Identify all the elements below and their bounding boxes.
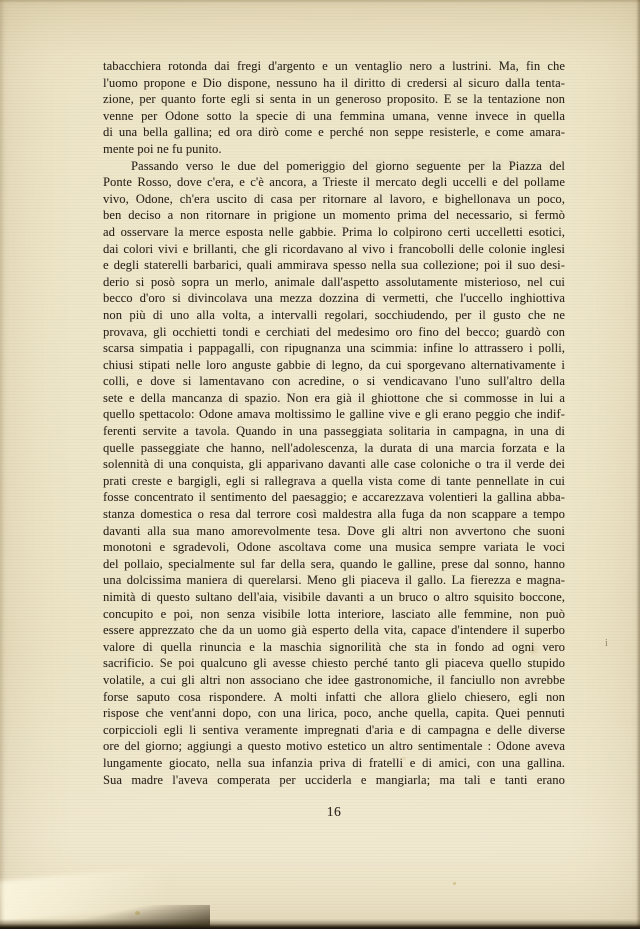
scan-top-edge <box>0 0 640 3</box>
text-line: nimità di questo sultano dell'aia, visibile davanti a un bruco o altro squisito boccone, <box>103 590 565 604</box>
paper-speck <box>529 646 538 654</box>
page-text-block <box>103 58 565 788</box>
scan-right-edge <box>636 0 640 929</box>
text-line: scarsa simpatia i pappagalli, con ripugnanza una scimmia: infine lo attrassero i polli, <box>103 341 565 356</box>
text-line: becco d'oro si divincolava una mezza dozzina di vermetti, che l'uccello inghiottiva <box>103 291 565 306</box>
text-line: l'uomo propone e Dio dispone, nessuno ha il diritto di credersi al sicuro dalla tenta- <box>103 75 565 90</box>
scan-bottom-edge <box>0 919 640 929</box>
text-line: Ponte Rosso, dove c'era, e c'è ancora, a Trieste il mercato degli uccelli e del pollame <box>103 175 565 190</box>
scan-left-edge <box>0 0 5 929</box>
text-line: rispose che vent'anni dopo, con una lirica, poco, anche quella, capita. Quei pennuti <box>103 706 565 721</box>
text-line: solennità di una conquista, gli apparivano davanti alle case coloniche o tra il verde dei <box>103 457 565 472</box>
text-line: monotoni e sgradevoli, Odone ascoltava come una musica sempre variata le voci <box>103 540 565 555</box>
text-line: mente poi ne fu punito. <box>103 141 222 156</box>
paragraph <box>103 158 565 789</box>
text-line: quello spettacolo: Odone amava moltissimo le galline vive e gli erano peggio che indif- <box>103 407 565 422</box>
text-line: una dolcissima maniera di querelarsi. Meno gli piaceva il gallo. La fierezza e magna- <box>103 573 565 588</box>
text-line: Sua madre l'aveva comperata per ucciderla e mangiarla; ma tali e tanti erano <box>103 772 565 787</box>
text-line: valore di quella rinuncia e la maschia signorilità che sta in fondo ad ogni vero <box>103 639 565 654</box>
text-line: tabacchiera rotonda dai fregi d'argento e un ventaglio nero a lustrini. Ma, fin che <box>103 59 565 73</box>
text-line: stanza domestica o resa dal terrore così maldestra alla fuga da non scappare a tempo <box>103 507 565 522</box>
text-line: vivo, Odone, ch'era uscito di casa per ritornare al lavoro, e bighellonava un poco, <box>103 191 565 206</box>
text-line: corpiccioli egli li sentiva veramente impregnati d'aria e di campagna e delle diverse <box>103 722 565 737</box>
text-line: forse saputo cosa rispondere. A molti infatti che allora glielo chiesero, egli non <box>103 689 565 704</box>
text-line: derio si posò sopra un merlo, animale dall'aspetto assolutamente misterioso, nel cui <box>103 274 565 289</box>
text-line: sacrificio. Se poi qualcuno gli avesse chiesto perché tanto gli piaceva quello stupido <box>103 656 565 671</box>
paper-speck <box>453 882 456 885</box>
text-line: venne per Odone sotto la specie di una femmina umana, venne invece in quella <box>103 108 565 123</box>
text-line: fosse concentrato il sentimento del paesaggio; e accarezzava volentieri la gallina abba- <box>103 490 565 505</box>
text-line: lungamente giocato, nella sua infanzia priva di fratelli e di amici, con una gallina. <box>103 755 565 770</box>
paper-speck <box>402 757 406 760</box>
text-line: davanti alla sua mano amorevolmente tesa. Dove gli altri non avvertono che suoni <box>103 523 565 538</box>
text-line: sete e della mancanza di spazio. Non era già il ghiottone che si commosse in lui a <box>103 390 565 405</box>
text-line: non più di uno alla volta, a intervalli regolari, socchiudendo, per il gusto che ne <box>103 307 565 322</box>
text-line: di una bella gallina; ed ora dirò come e perché non seppe resisterle, e come amara- <box>103 125 565 140</box>
text-line: quelle passeggiate che hanno, nell'adolescenza, la durata di una marcia forzata e la <box>103 440 565 455</box>
text-line: essere apprezzato che da un uomo già esperto della vita, capace d'intendere il superbo <box>103 623 565 638</box>
page-number: 16 <box>326 804 342 819</box>
text-line: ferenti servite a tavola. Quando in una passeggiata solitaria in campagna, in una di <box>103 424 565 439</box>
text-line: volatile, a cui gli altri non associano che idee gastronomiche, il fanciullo non avrebbe <box>103 672 565 687</box>
text-line: ad osservare la merce esposta nelle gabbie. Prima lo colpirono certi uccelletti esotici, <box>103 224 565 239</box>
text-line: chiusi stipati nelle loro anguste gabbie di legno, da cui sporgevano alternativamente i <box>103 357 565 372</box>
paragraph <box>103 58 565 158</box>
text-line: zione, per quanto forte egli si senta in un generoso proposito. E se la tentazione non <box>103 92 565 107</box>
text-line: e degli staterelli barbarici, quali ammirava spesso nella sua collezione; poi il suo desi- <box>103 258 565 273</box>
text-line: dai colori vivi e brillanti, che gli ricordavano al vivo i francobolli delle colonie inglesi <box>103 241 565 256</box>
text-line: ben deciso a non ritornare in prigione un momento prima del necessario, si fermò <box>103 208 565 223</box>
text-line: provava, gli occhietti tondi e cerchiati del medesimo oro fino del becco; guardò con <box>103 324 565 339</box>
text-line: colli, e dove si lamentavano con acredine, o si vendicavano l'uno sull'altro della <box>103 374 565 389</box>
text-line: prati creste e bargigli, egli si rallegrava a quella vista come di tante pennellate in cui <box>103 473 565 488</box>
text-line: del pollaio, specialmente sul far della sera, quando le galline, prese dal sonno, hanno <box>103 556 565 571</box>
text-line: concupito e poi, non senza visibile lotta interiore, lasciato alle femmine, non può <box>103 606 565 621</box>
margin-artifact: i <box>605 638 608 649</box>
text-line: Passando verso le due del pomeriggio del giorno seguente per la Piazza del <box>131 158 565 173</box>
text-line: ore del giorno; aggiungi a questo motivo estetico un altro sentimentale : Odone aveva <box>103 739 565 754</box>
